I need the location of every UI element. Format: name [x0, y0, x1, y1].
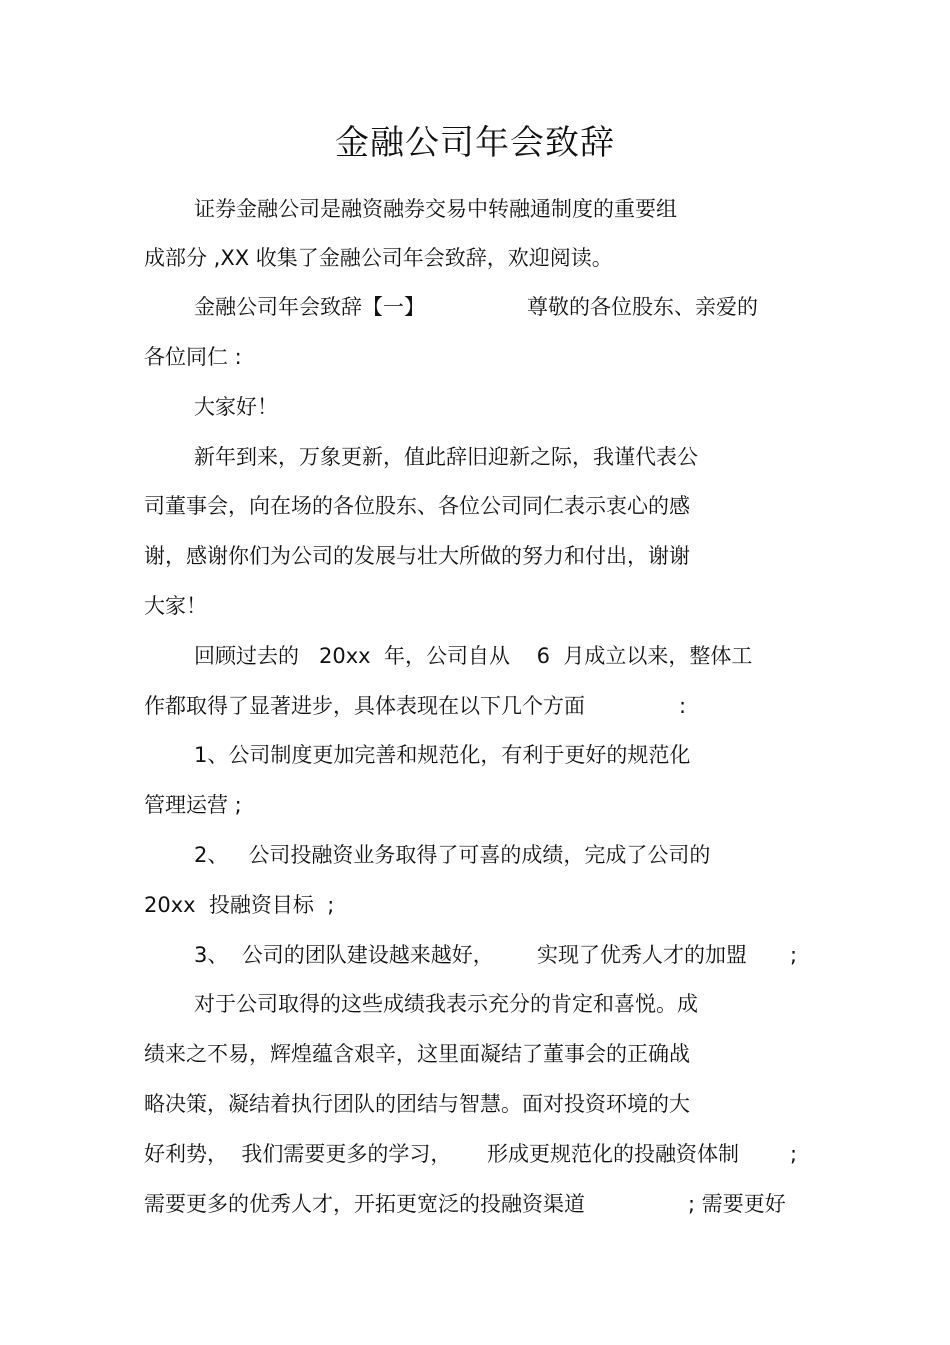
- document-title: 金融公司年会致辞: [335, 123, 615, 163]
- paragraph-line: 成部分 ,XX 收集了金融公司年会致辞，欢迎阅读。: [144, 246, 613, 270]
- list-item: 3、 公司的团队建设越来越好，: [194, 943, 494, 967]
- paragraph-line: 新年到来，万象更新，值此辞旧迎新之际，我谨代表公: [194, 445, 698, 469]
- list-item: ;: [790, 943, 798, 967]
- paragraph-line: 回顾过去的 20xx 年，公司自从 6 月成立以来，整体工: [194, 644, 753, 668]
- list-item: 管理运营 ;: [144, 793, 242, 817]
- section-heading: 金融公司年会致辞【一】: [194, 295, 425, 319]
- paragraph-line: ;: [790, 1142, 798, 1166]
- paragraph-line: 大家好！: [194, 395, 278, 419]
- paragraph-line: 证券金融公司是融资融券交易中转融通制度的重要组: [194, 197, 677, 221]
- paragraph-line: 各位同仁 :: [144, 345, 242, 369]
- paragraph-line: 谢，感谢你们为公司的发展与壮大所做的努力和付出，谢谢: [144, 544, 690, 568]
- paragraph-line: 需要更多的优秀人才，开拓更宽泛的投融资渠道: [144, 1192, 585, 1216]
- paragraph-line: 作都取得了显著进步，具体表现在以下几个方面: [144, 694, 585, 718]
- paragraph-line: 形成更规范化的投融资体制: [487, 1142, 739, 1166]
- list-item: 实现了优秀人才的加盟: [537, 943, 747, 967]
- paragraph-line: ; 需要更好: [688, 1192, 786, 1216]
- paragraph-line: 好利势， 我们需要更多的学习，: [144, 1142, 452, 1166]
- paragraph-line: 司董事会，向在场的各位股东、各位公司同仁表示衷心的感: [144, 494, 690, 518]
- list-item: 20xx 投融资目标 ;: [144, 893, 335, 917]
- paragraph-line: :: [679, 694, 687, 718]
- paragraph-line: 尊敬的各位股东、亲爱的: [527, 295, 758, 319]
- paragraph-line: 大家！: [144, 594, 207, 618]
- paragraph-line: 绩来之不易，辉煌蕴含艰辛，这里面凝结了董事会的正确战: [144, 1042, 690, 1066]
- paragraph-line: 略决策，凝结着执行团队的团结与智慧。面对投资环境的大: [144, 1092, 690, 1116]
- list-item: 2、 公司投融资业务取得了可喜的成绩，完成了公司的: [194, 843, 711, 867]
- paragraph-line: 对于公司取得的这些成绩我表示充分的肯定和喜悦。成: [194, 992, 698, 1016]
- list-item: 1、公司制度更加完善和规范化，有利于更好的规范化: [194, 743, 691, 767]
